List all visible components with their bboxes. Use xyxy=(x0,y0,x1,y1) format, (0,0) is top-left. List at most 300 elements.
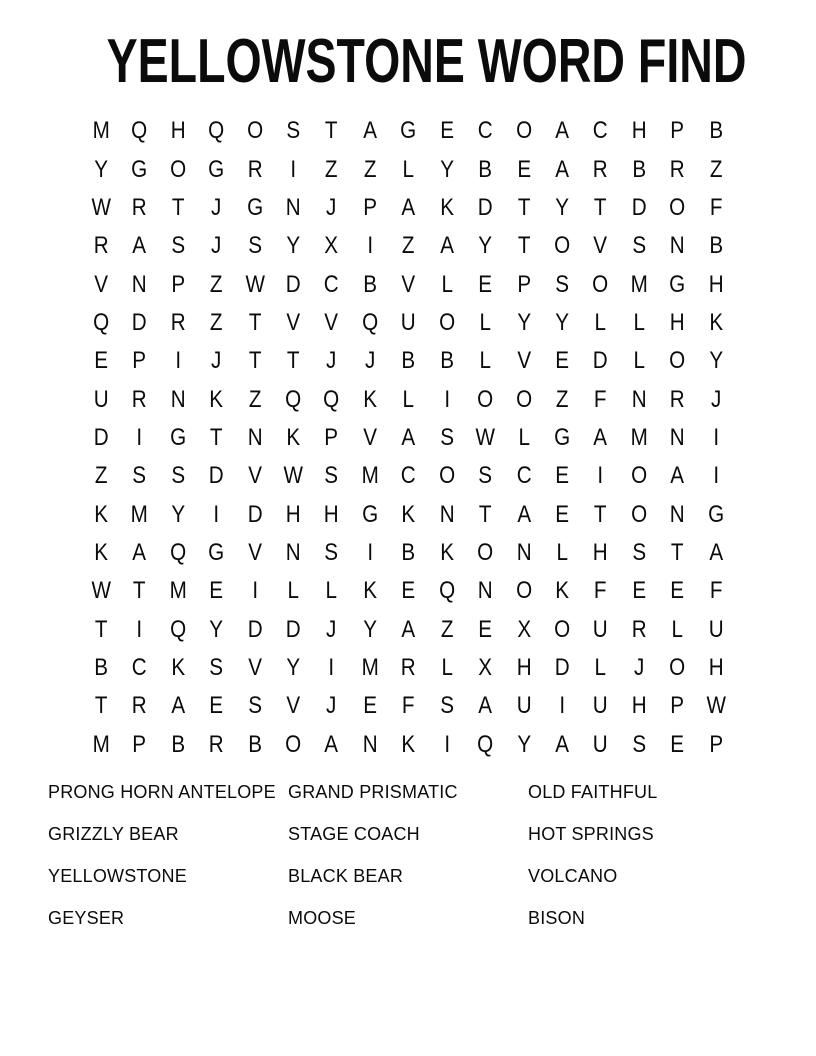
grid-letter: M xyxy=(131,500,149,528)
grid-letter: E xyxy=(478,615,493,643)
grid-letter: D xyxy=(593,347,609,375)
grid-letter: V xyxy=(363,423,377,451)
word-list-column xyxy=(48,771,288,939)
grid-letter: S xyxy=(632,730,646,758)
page-title xyxy=(0,27,816,97)
word-search-grid xyxy=(82,112,735,764)
grid-letter: O xyxy=(515,117,532,145)
grid-letter: D xyxy=(554,654,570,682)
grid-letter: V xyxy=(247,539,262,567)
grid-letter: I xyxy=(367,539,373,567)
word-list-item: VOLCANO xyxy=(528,865,618,886)
grid-letter: N xyxy=(285,539,301,567)
grid-letter: I xyxy=(712,462,719,490)
grid-letter: E xyxy=(670,730,685,758)
grid-letter: Z xyxy=(210,308,223,336)
grid-letter: N xyxy=(669,423,685,451)
grid-letter: G xyxy=(707,500,724,528)
grid-letter: R xyxy=(132,692,148,720)
grid-letter: Y xyxy=(94,155,109,183)
grid-letter: D xyxy=(247,615,263,643)
grid-letter: L xyxy=(287,577,300,605)
grid-letter: P xyxy=(708,730,723,758)
grid-letter: O xyxy=(669,347,686,375)
grid-letter: L xyxy=(633,347,645,375)
grid-letter: T xyxy=(248,347,262,375)
word-list-item: GEYSER xyxy=(48,907,125,928)
grid-letter: E xyxy=(209,577,224,605)
grid-letter: D xyxy=(631,193,647,221)
grid-letter: K xyxy=(94,500,109,528)
grid-letter: Y xyxy=(286,654,301,682)
grid-letter: Q xyxy=(438,577,455,605)
word-list-column xyxy=(288,771,528,939)
grid-letter: W xyxy=(245,270,265,298)
grid-letter: B xyxy=(440,347,454,375)
grid-letter: O xyxy=(630,500,647,528)
grid-letter: P xyxy=(132,347,147,375)
grid-letter: T xyxy=(517,193,531,221)
grid-letter: I xyxy=(136,423,143,451)
grid-letter: P xyxy=(516,270,531,298)
grid-letter: X xyxy=(516,615,531,643)
grid-letter: Y xyxy=(516,308,531,336)
grid-letter: I xyxy=(712,423,719,451)
grid-letter: A xyxy=(708,539,723,567)
grid-letter: Z xyxy=(363,155,377,183)
grid-letter: Y xyxy=(286,232,301,260)
grid-letter: G xyxy=(554,423,571,451)
grid-letter: T xyxy=(248,308,262,336)
grid-letter: S xyxy=(632,232,646,260)
grid-letter: R xyxy=(631,615,647,643)
grid-letter: O xyxy=(477,539,494,567)
grid-letter: O xyxy=(669,654,686,682)
grid-letter: U xyxy=(516,692,532,720)
grid-letter: B xyxy=(708,232,723,260)
grid-letter: S xyxy=(440,692,454,720)
word-list-item: PRONG HORN ANTELOPE xyxy=(48,781,276,802)
grid-letter: P xyxy=(171,270,185,298)
grid-letter: H xyxy=(593,539,609,567)
grid-letter: Y xyxy=(171,500,185,528)
grid-letter: U xyxy=(708,615,724,643)
grid-letter: O xyxy=(515,385,532,413)
grid-letter: T xyxy=(671,539,684,567)
grid-letter: T xyxy=(517,232,531,260)
grid-letter: Q xyxy=(323,385,340,413)
grid-letter: T xyxy=(594,500,607,528)
grid-letter: N xyxy=(669,500,685,528)
grid-letter: B xyxy=(401,347,416,375)
grid-letter: N xyxy=(516,539,532,567)
grid-letter: S xyxy=(324,539,339,567)
grid-letter: N xyxy=(285,193,301,221)
grid-letter: A xyxy=(401,423,416,451)
grid-letter: Y xyxy=(516,730,531,758)
grid-letter: L xyxy=(671,615,684,643)
grid-letter: F xyxy=(709,193,723,221)
grid-letter: B xyxy=(247,730,262,758)
grid-letter: C xyxy=(516,462,532,490)
grid-letter: V xyxy=(286,308,301,336)
grid-letter: A xyxy=(593,423,608,451)
grid-letter: W xyxy=(91,193,111,221)
grid-letter: S xyxy=(247,692,262,720)
grid-letter: Q xyxy=(285,385,302,413)
grid-letter: T xyxy=(210,423,223,451)
grid-letter: S xyxy=(555,270,570,298)
grid-letter: O xyxy=(246,117,263,145)
grid-letter: U xyxy=(401,308,416,336)
grid-letter: N xyxy=(477,577,493,605)
grid-letter: A xyxy=(171,692,185,720)
grid-letter: S xyxy=(171,462,185,490)
grid-letter: M xyxy=(630,270,648,298)
page-title-text: YELLOWSTONE WORD FIND xyxy=(106,27,747,96)
grid-letter: E xyxy=(478,270,493,298)
grid-letter: V xyxy=(286,692,301,720)
grid-letter: T xyxy=(171,193,185,221)
grid-letter: R xyxy=(593,155,609,183)
grid-letter: O xyxy=(169,155,187,183)
grid-letter: E xyxy=(632,577,646,605)
grid-letter: N xyxy=(170,385,186,413)
grid-letter: Q xyxy=(362,308,379,336)
grid-letter: G xyxy=(669,270,686,298)
grid-letter: H xyxy=(285,500,301,528)
grid-letter: M xyxy=(169,577,187,605)
grid-letter: U xyxy=(593,692,609,720)
word-list-item: GRIZZLY BEAR xyxy=(48,823,179,844)
grid-letter: K xyxy=(401,730,416,758)
grid-letter: S xyxy=(247,232,262,260)
grid-letter: C xyxy=(401,462,416,490)
grid-letter: Z xyxy=(210,270,223,298)
grid-letter: Q xyxy=(131,117,148,145)
grid-letter: P xyxy=(363,193,377,221)
word-list-item: STAGE COACH xyxy=(288,823,420,844)
grid-letter: A xyxy=(478,692,493,720)
grid-letter: M xyxy=(361,462,379,490)
grid-letter: I xyxy=(444,385,450,413)
grid-letter: O xyxy=(477,385,494,413)
grid-letter: G xyxy=(362,500,379,528)
grid-letter: W xyxy=(283,462,303,490)
grid-letter: S xyxy=(440,423,454,451)
grid-letter: K xyxy=(286,423,301,451)
grid-letter: K xyxy=(401,500,416,528)
grid-letter: C xyxy=(132,654,148,682)
word-list-item: MOOSE xyxy=(288,907,357,928)
grid-letter: L xyxy=(402,155,415,183)
grid-letter: N xyxy=(362,730,378,758)
grid-letter: B xyxy=(94,654,109,682)
grid-letter: Q xyxy=(208,117,225,145)
grid-letter: F xyxy=(709,577,723,605)
grid-letter: D xyxy=(93,423,109,451)
grid-letter: Q xyxy=(93,308,110,336)
grid-letter: I xyxy=(175,347,181,375)
grid-letter: V xyxy=(247,462,262,490)
grid-letter: V xyxy=(401,270,416,298)
grid-letter: Z xyxy=(709,155,723,183)
grid-letter: I xyxy=(559,692,566,720)
grid-letter: C xyxy=(593,117,609,145)
grid-letter: G xyxy=(169,423,187,451)
grid-letter: I xyxy=(328,654,335,682)
grid-letter: V xyxy=(593,232,608,260)
grid-letter: Z xyxy=(325,155,338,183)
word-list xyxy=(48,771,770,939)
grid-letter: O xyxy=(554,232,571,260)
grid-letter: S xyxy=(209,654,224,682)
grid-letter: D xyxy=(285,270,301,298)
grid-letter: S xyxy=(632,539,646,567)
grid-letter: A xyxy=(132,232,147,260)
grid-letter: Z xyxy=(248,385,262,413)
grid-letter: L xyxy=(479,347,492,375)
grid-letter: M xyxy=(630,423,648,451)
grid-letter: K xyxy=(171,654,185,682)
grid-letter: A xyxy=(670,462,685,490)
grid-letter: H xyxy=(669,308,685,336)
grid-letter: K xyxy=(363,385,377,413)
grid-letter: O xyxy=(630,462,647,490)
grid-letter: O xyxy=(669,193,686,221)
grid-letter: Q xyxy=(477,730,494,758)
grid-letter: R xyxy=(401,654,416,682)
grid-letter: O xyxy=(438,462,455,490)
grid-letter: R xyxy=(93,232,109,260)
grid-letter: R xyxy=(669,155,685,183)
grid-letter: Y xyxy=(708,347,723,375)
grid-letter: X xyxy=(324,232,339,260)
grid-letter: L xyxy=(633,308,645,336)
grid-letter: X xyxy=(478,654,493,682)
grid-letter: M xyxy=(361,654,379,682)
word-list-item: BISON xyxy=(528,907,586,928)
grid-letter: L xyxy=(594,654,607,682)
grid-letter: E xyxy=(555,347,570,375)
grid-letter: B xyxy=(401,539,416,567)
grid-letter: J xyxy=(211,232,222,260)
grid-letter: J xyxy=(326,615,337,643)
grid-letter: S xyxy=(171,232,185,260)
grid-letter: Y xyxy=(363,615,377,643)
grid-letter: N xyxy=(631,385,647,413)
grid-letter: M xyxy=(92,117,110,145)
grid-letter: I xyxy=(251,577,258,605)
grid-letter: A xyxy=(555,155,570,183)
grid-letter: O xyxy=(438,308,455,336)
grid-letter: K xyxy=(708,308,723,336)
grid-letter: O xyxy=(285,730,302,758)
grid-letter: A xyxy=(132,539,147,567)
grid-letter: T xyxy=(325,117,338,145)
grid-letter: T xyxy=(594,193,607,221)
grid-letter: K xyxy=(363,577,377,605)
grid-letter: P xyxy=(324,423,339,451)
grid-letter: B xyxy=(363,270,377,298)
grid-letter: N xyxy=(247,423,263,451)
grid-letter: K xyxy=(209,385,224,413)
grid-letter: S xyxy=(324,462,339,490)
grid-letter: G xyxy=(208,539,225,567)
grid-letter: V xyxy=(324,308,339,336)
word-list-item: YELLOWSTONE xyxy=(48,865,187,886)
grid-letter: E xyxy=(440,117,454,145)
grid-letter: F xyxy=(594,385,607,413)
grid-letter: C xyxy=(477,117,493,145)
grid-letter: B xyxy=(171,730,185,758)
grid-letter: A xyxy=(555,117,570,145)
grid-letter: B xyxy=(478,155,493,183)
grid-letter: B xyxy=(708,117,723,145)
grid-letter: Z xyxy=(94,462,108,490)
grid-letter: N xyxy=(132,270,148,298)
grid-letter: K xyxy=(440,539,454,567)
grid-letter: N xyxy=(439,500,455,528)
word-list-item: GRAND PRISMATIC xyxy=(288,781,458,802)
grid-letter: I xyxy=(136,615,143,643)
grid-letter: Y xyxy=(555,193,570,221)
grid-letter: L xyxy=(556,539,568,567)
grid-letter: H xyxy=(170,117,186,145)
grid-letter: G xyxy=(400,117,417,145)
grid-letter: L xyxy=(441,654,453,682)
grid-letter: D xyxy=(132,308,148,336)
grid-letter: D xyxy=(477,193,493,221)
grid-letter: V xyxy=(247,654,262,682)
grid-letter: M xyxy=(92,730,110,758)
grid-letter: D xyxy=(247,500,263,528)
grid-letter: A xyxy=(401,193,416,221)
grid-letter: J xyxy=(326,692,337,720)
grid-letter: T xyxy=(94,692,108,720)
grid-letter: A xyxy=(516,500,531,528)
grid-letter: O xyxy=(515,577,532,605)
grid-letter: R xyxy=(669,385,685,413)
grid-letter: Z xyxy=(440,615,454,643)
word-list-item: BLACK BEAR xyxy=(288,865,404,886)
grid-letter: D xyxy=(208,462,224,490)
grid-letter: K xyxy=(555,577,570,605)
grid-letter: J xyxy=(326,193,337,221)
word-list-column xyxy=(528,771,768,939)
grid-letter: E xyxy=(516,155,531,183)
grid-letter: J xyxy=(633,654,645,682)
grid-letter: E xyxy=(209,692,224,720)
grid-letter: L xyxy=(479,308,492,336)
grid-letter: P xyxy=(670,117,685,145)
grid-letter: Z xyxy=(402,232,415,260)
grid-letter: R xyxy=(132,385,148,413)
grid-letter: G xyxy=(208,155,225,183)
grid-letter: L xyxy=(594,308,607,336)
grid-letter: E xyxy=(670,577,685,605)
grid-letter: T xyxy=(478,500,492,528)
grid-letter: A xyxy=(555,730,570,758)
grid-letter: F xyxy=(594,577,607,605)
grid-letter: R xyxy=(132,193,148,221)
grid-letter: Y xyxy=(440,155,454,183)
grid-letter: E xyxy=(555,462,570,490)
grid-letter: S xyxy=(286,117,301,145)
grid-letter: E xyxy=(363,692,377,720)
grid-letter: O xyxy=(554,615,571,643)
grid-letter: W xyxy=(475,423,496,451)
grid-letter: L xyxy=(325,577,338,605)
grid-letter: A xyxy=(363,117,377,145)
grid-letter: Q xyxy=(169,539,187,567)
grid-letter: K xyxy=(94,539,109,567)
grid-letter: J xyxy=(211,347,222,375)
grid-letter: O xyxy=(592,270,609,298)
grid-letter: J xyxy=(211,193,222,221)
grid-letter: R xyxy=(170,308,186,336)
grid-letter: L xyxy=(441,270,453,298)
grid-letter: I xyxy=(213,500,220,528)
grid-letter: Y xyxy=(555,308,570,336)
grid-letter: G xyxy=(246,193,263,221)
grid-letter: U xyxy=(93,385,109,413)
grid-letter: E xyxy=(555,500,570,528)
grid-letter: Y xyxy=(478,232,493,260)
grid-letter: J xyxy=(326,347,337,375)
grid-letter: T xyxy=(94,615,108,643)
grid-letter: H xyxy=(324,500,340,528)
grid-letter: C xyxy=(324,270,340,298)
grid-letter: P xyxy=(132,730,147,758)
grid-letter: H xyxy=(631,117,647,145)
grid-letter: R xyxy=(247,155,263,183)
grid-letter: D xyxy=(285,615,301,643)
grid-letter: I xyxy=(597,462,604,490)
grid-letter: E xyxy=(401,577,416,605)
grid-letter: U xyxy=(593,730,609,758)
grid-letter: B xyxy=(632,155,646,183)
grid-letter: F xyxy=(402,692,415,720)
grid-letter: H xyxy=(516,654,532,682)
grid-letter: J xyxy=(364,347,376,375)
grid-letter: T xyxy=(286,347,300,375)
grid-letter: I xyxy=(444,730,450,758)
grid-letter: K xyxy=(440,193,454,221)
word-list-item: OLD FAITHFUL xyxy=(528,781,658,802)
grid-letter: S xyxy=(478,462,493,490)
grid-letter: T xyxy=(133,577,146,605)
grid-letter: E xyxy=(94,347,109,375)
grid-letter: W xyxy=(91,577,111,605)
grid-letter: J xyxy=(710,385,721,413)
grid-letter: G xyxy=(131,155,148,183)
grid-letter: N xyxy=(669,232,685,260)
grid-letter: L xyxy=(517,423,530,451)
grid-letter: A xyxy=(324,730,339,758)
grid-letter: H xyxy=(631,692,647,720)
grid-letter: L xyxy=(402,385,415,413)
grid-letter: H xyxy=(708,270,724,298)
grid-letter: Q xyxy=(169,615,187,643)
grid-letter: Y xyxy=(209,615,224,643)
grid-letter: H xyxy=(708,654,724,682)
grid-letter: U xyxy=(593,615,609,643)
grid-letter: Z xyxy=(555,385,569,413)
grid-letter: R xyxy=(208,730,224,758)
word-list-item: HOT SPRINGS xyxy=(528,823,654,844)
grid-letter: W xyxy=(706,692,726,720)
